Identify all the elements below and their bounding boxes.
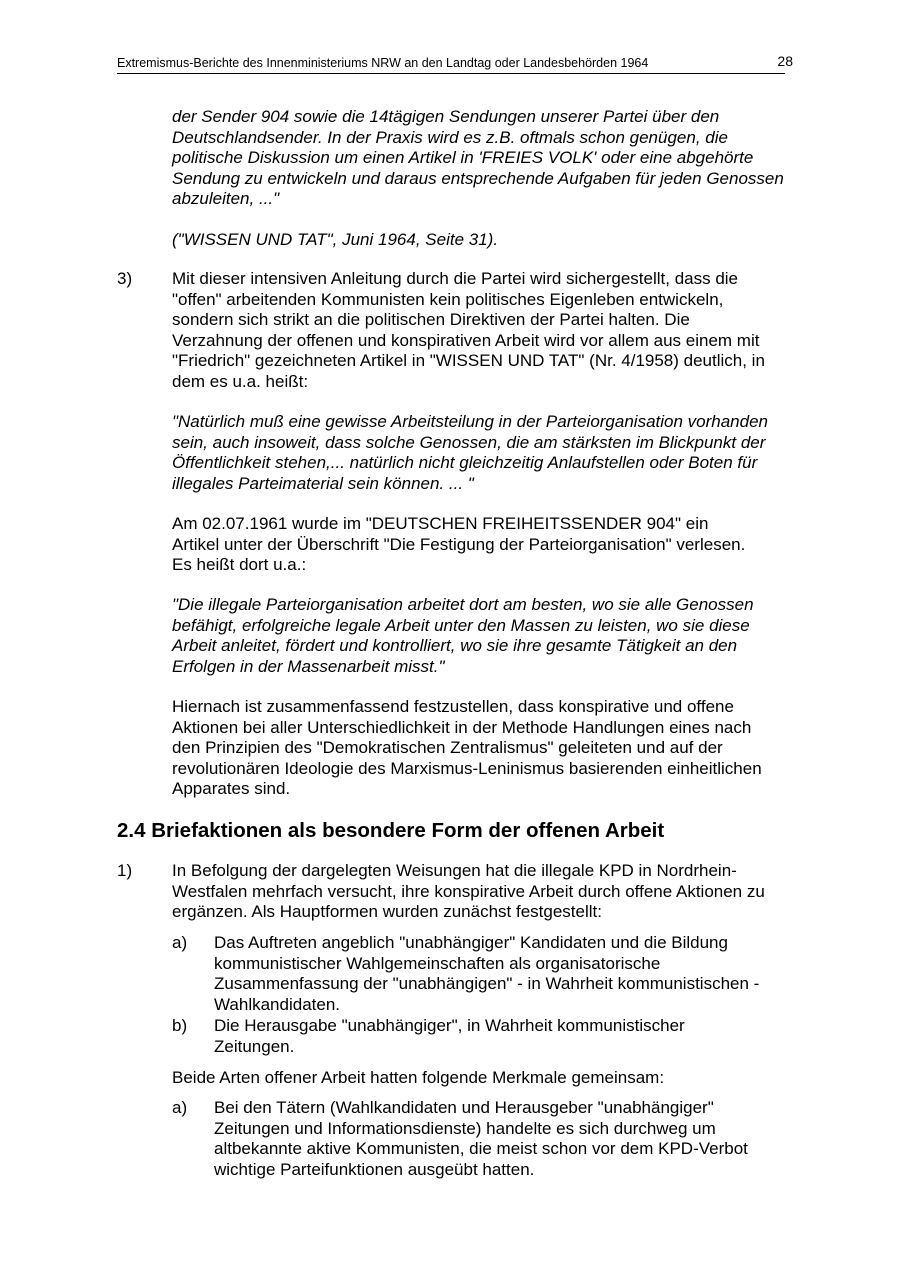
section-heading: 2.4 Briefaktionen als besondere Form der offenen Arbeit: [117, 819, 665, 842]
sub-a1-text: Das Auftreten angeblich "unabhängiger" Kandidaten und die Bildung kommunistischer Wahlgemeinschaften als organisatorische Zusammenfassung der "unabhängigen" - in Wahrheit kommunistischen - Wahlkandidaten.: [214, 933, 760, 1014]
paragraph-1961: Am 02.07.1961 wurde im "DEUTSCHEN FREIHEITSSENDER 904" ein Artikel unter der Überschrift "Die Festigung der Parteiorganisation" verlesen. Es heißt dort u.a.:: [172, 514, 746, 575]
sub-a2-text: Bei den Tätern (Wahlkandidaten und Herausgeber "unabhängiger" Zeitungen und Informationsdienste) handelte es sich durchweg um altbekannte aktive Kommunisten, die meist schon vor dem KPD-Verbot wichtige Parteifunktionen ausgeübt hatten.: [214, 1098, 748, 1179]
quote-parteiorganisation: "Die illegale Parteiorganisation arbeitet dort am besten, wo sie alle Genossen befähigt, erfolgreiche legale Arbeit unter den Massen zu leisten, wo sie diese Arbeit anleitet, fördert und kontrolliert, wo sie ihre gesamte Tätigkeit an den Erfolgen in der Massenarbeit misst.": [172, 595, 754, 676]
sub-label-b1: b): [172, 1016, 188, 1035]
item-1-text: In Befolgung der dargelegten Weisungen hat die illegale KPD in Nordrhein-Westfalen mehrfach versucht, ihre konspirative Arbeit durch offene Aktionen zu ergänzen. Als Hauptformen wurden zunächst festgestellt:: [172, 861, 765, 922]
page-header: [117, 53, 793, 74]
item-number-1: 1): [117, 861, 133, 880]
quote-continued: der Sender 904 sowie die 14tägigen Sendungen unserer Partei über den Deutschlandsender. In der Praxis wird es z.B. oftmals schon genügen, die politische Diskussion um einen Artikel in 'FREIES VOLK' oder eine abgehörte Sendung zu entwickeln und daraus entsprechende Aufgaben für jeden Genossen abzuleiten, ...": [172, 107, 784, 209]
item-number-3: 3): [117, 269, 133, 288]
summary-paragraph: Hiernach ist zusammenfassend festzustellen, dass konspirative und offene Aktionen bei aller Unterschiedlichkeit in der Methode Handlungen eines nach den Prinzipien des "Demokratischen Zentralismus" geleiteten und auf der revolutionären Ideologie des Marxismus-Leninismus basierenden einheitlichen Apparates sind.: [172, 697, 762, 799]
sub-label-a2: a): [172, 1098, 188, 1117]
item-3-text: Mit dieser intensiven Anleitung durch die Partei wird sichergestellt, dass die "offen" arbeitenden Kommunisten kein politisches Eigenleben entwickeln, sondern sich strikt an die politischen Direktiven der Partei halten. Die Verzahnung der offenen und konspirativen Arbeit wird vor allem aus einem mit "Friedrich" gezeichneten Artikel in "WISSEN UND TAT" (Nr. 4/1958) deutlich, in dem es u.a. heißt:: [172, 269, 765, 391]
sub-label-a1: a): [172, 933, 188, 952]
paragraph-common: Beide Arten offener Arbeit hatten folgende Merkmale gemeinsam:: [172, 1068, 665, 1087]
page-number: 28: [777, 53, 793, 69]
sub-b1-text: Die Herausgabe "unabhängiger", in Wahrheit kommunistischer Zeitungen.: [214, 1016, 685, 1056]
quote-friedrich: "Natürlich muß eine gewisse Arbeitsteilung in der Parteiorganisation vorhanden sein, auch insoweit, dass solche Genossen, die am stärksten im Blickpunkt der Öffentlichkeit stehen,... natürlich nicht gleichzeitig Anlaufstellen oder Boten für illegales Parteimaterial sein können. ... ": [172, 412, 769, 493]
citation: ("WISSEN UND TAT", Juni 1964, Seite 31).: [172, 230, 499, 249]
header-title: Extremismus-Berichte des Innenministeriums NRW an den Landtag oder Landesbehörden 1964: [117, 56, 649, 70]
